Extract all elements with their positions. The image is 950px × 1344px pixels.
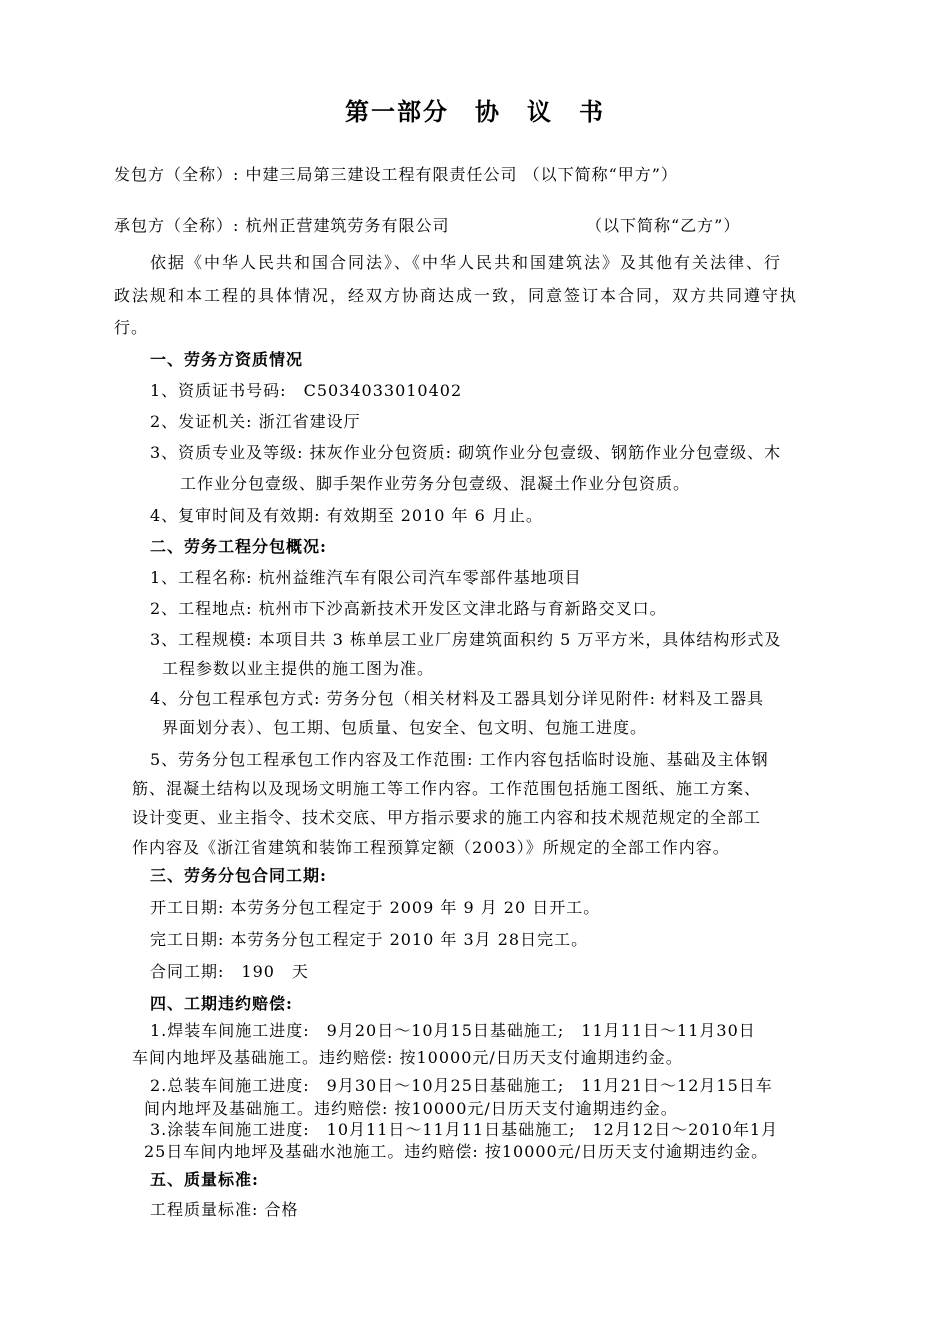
section-line: 3、资质专业及等级: 抹灰作业分包资质: 砌筑作业分包壹级、钢筋作业分包壹级、木 xyxy=(150,443,782,462)
section-line: 车间内地坪及基础施工。违约赔偿: 按10000元/日历天支付逾期违约金。 xyxy=(132,1048,683,1067)
document-title: 第一部分 协 议 书 xyxy=(345,97,605,126)
section-line: 4、复审时间及有效期: 有效期至 2010 年 6 月止。 xyxy=(150,506,543,525)
section-line: 2、工程地点: 杭州市下沙高新技术开发区文津北路与育新路交叉口。 xyxy=(150,599,667,618)
section-line: 4、分包工程承包方式: 劳务分包（相关材料及工器具划分详见附件: 材料及工器具 xyxy=(150,689,765,708)
section-line: 间内地坪及基础施工。违约赔偿: 按10000元/日历天支付逾期违约金。 xyxy=(144,1099,678,1118)
section-line: 2.总装车间施工进度: 9月30日～10月25日基础施工; 11月21日～12月15日车 xyxy=(150,1076,773,1095)
preamble-line: 依据《中华人民共和国合同法》、《中华人民共和国建筑法》及其他有关法律、行 xyxy=(150,253,783,272)
section-line: 合同工期: 190 天 xyxy=(150,962,309,981)
section-line: 5、劳务分包工程承包工作内容及工作范围: 工作内容包括临时设施、基础及主体钢 xyxy=(150,750,769,769)
section-line: 25日车间内地坪及基础水池施工。违约赔偿: 按10000元/日历天支付逾期违约金。 xyxy=(144,1142,769,1161)
section-heading: 一、劳务方资质情况 xyxy=(150,350,304,369)
contractor-short: （以下简称“乙方”） xyxy=(586,216,741,235)
section-heading: 五、质量标准: xyxy=(150,1170,259,1189)
section-heading: 四、工期违约赔偿: xyxy=(150,994,293,1013)
contractor-name: 承包方（全称）: 杭州正营建筑劳务有限公司 xyxy=(114,216,450,235)
section-line: 2、发证机关: 浙江省建设厅 xyxy=(150,412,361,431)
section-line: 工程质量标准: 合格 xyxy=(150,1200,299,1219)
employer-line: 发包方（全称）: 中建三局第三建设工程有限责任公司 （以下简称“甲方”） xyxy=(114,165,678,184)
section-heading: 二、劳务工程分包概况: xyxy=(150,537,327,556)
section-line: 筋、混凝土结构以及现场文明施工等工作内容。工作范围包括施工图纸、施工方案、 xyxy=(132,779,762,798)
section-line: 1、工程名称: 杭州益维汽车有限公司汽车零部件基地项目 xyxy=(150,568,582,587)
preamble-line: 行。 xyxy=(114,318,149,337)
section-line: 界面划分表）、包工期、包质量、包安全、包文明、包施工进度。 xyxy=(162,718,648,737)
section-line: 3、工程规模: 本项目共 3 栋单层工业厂房建筑面积约 5 万平方米，具体结构形式及 xyxy=(150,630,782,649)
section-line: 作内容及《浙江省建筑和装饰工程预算定额（2003）》所规定的全部工作内容。 xyxy=(132,838,730,857)
section-line: 工作业分包壹级、脚手架作业劳务分包壹级、混凝土作业分包资质。 xyxy=(180,474,691,493)
section-line: 开工日期: 本劳务分包工程定于 2009 年 9 月 20 日开工。 xyxy=(150,898,601,917)
section-line: 1.焊装车间施工进度: 9月20日～10月15日基础施工; 11月11日～11月30日 xyxy=(150,1021,756,1040)
section-line: 工程参数以业主提供的施工图为准。 xyxy=(162,659,435,678)
section-line: 设计变更、业主指令、技术交底、甲方指示要求的施工内容和技术规范规定的全部工 xyxy=(132,808,762,827)
section-line: 1、资质证书号码: C5034033010402 xyxy=(150,381,463,400)
section-line: 3.涂装车间施工进度: 10月11日～11月11日基础施工; 12月12日～2010年1月 xyxy=(150,1120,779,1139)
section-heading: 三、劳务分包合同工期: xyxy=(150,866,327,885)
preamble-line: 政法规和本工程的具体情况，经双方协商达成一致，同意签订本合同，双方共同遵守执 xyxy=(114,286,799,305)
section-line: 完工日期: 本劳务分包工程定于 2010 年 3月 28日完工。 xyxy=(150,930,589,949)
